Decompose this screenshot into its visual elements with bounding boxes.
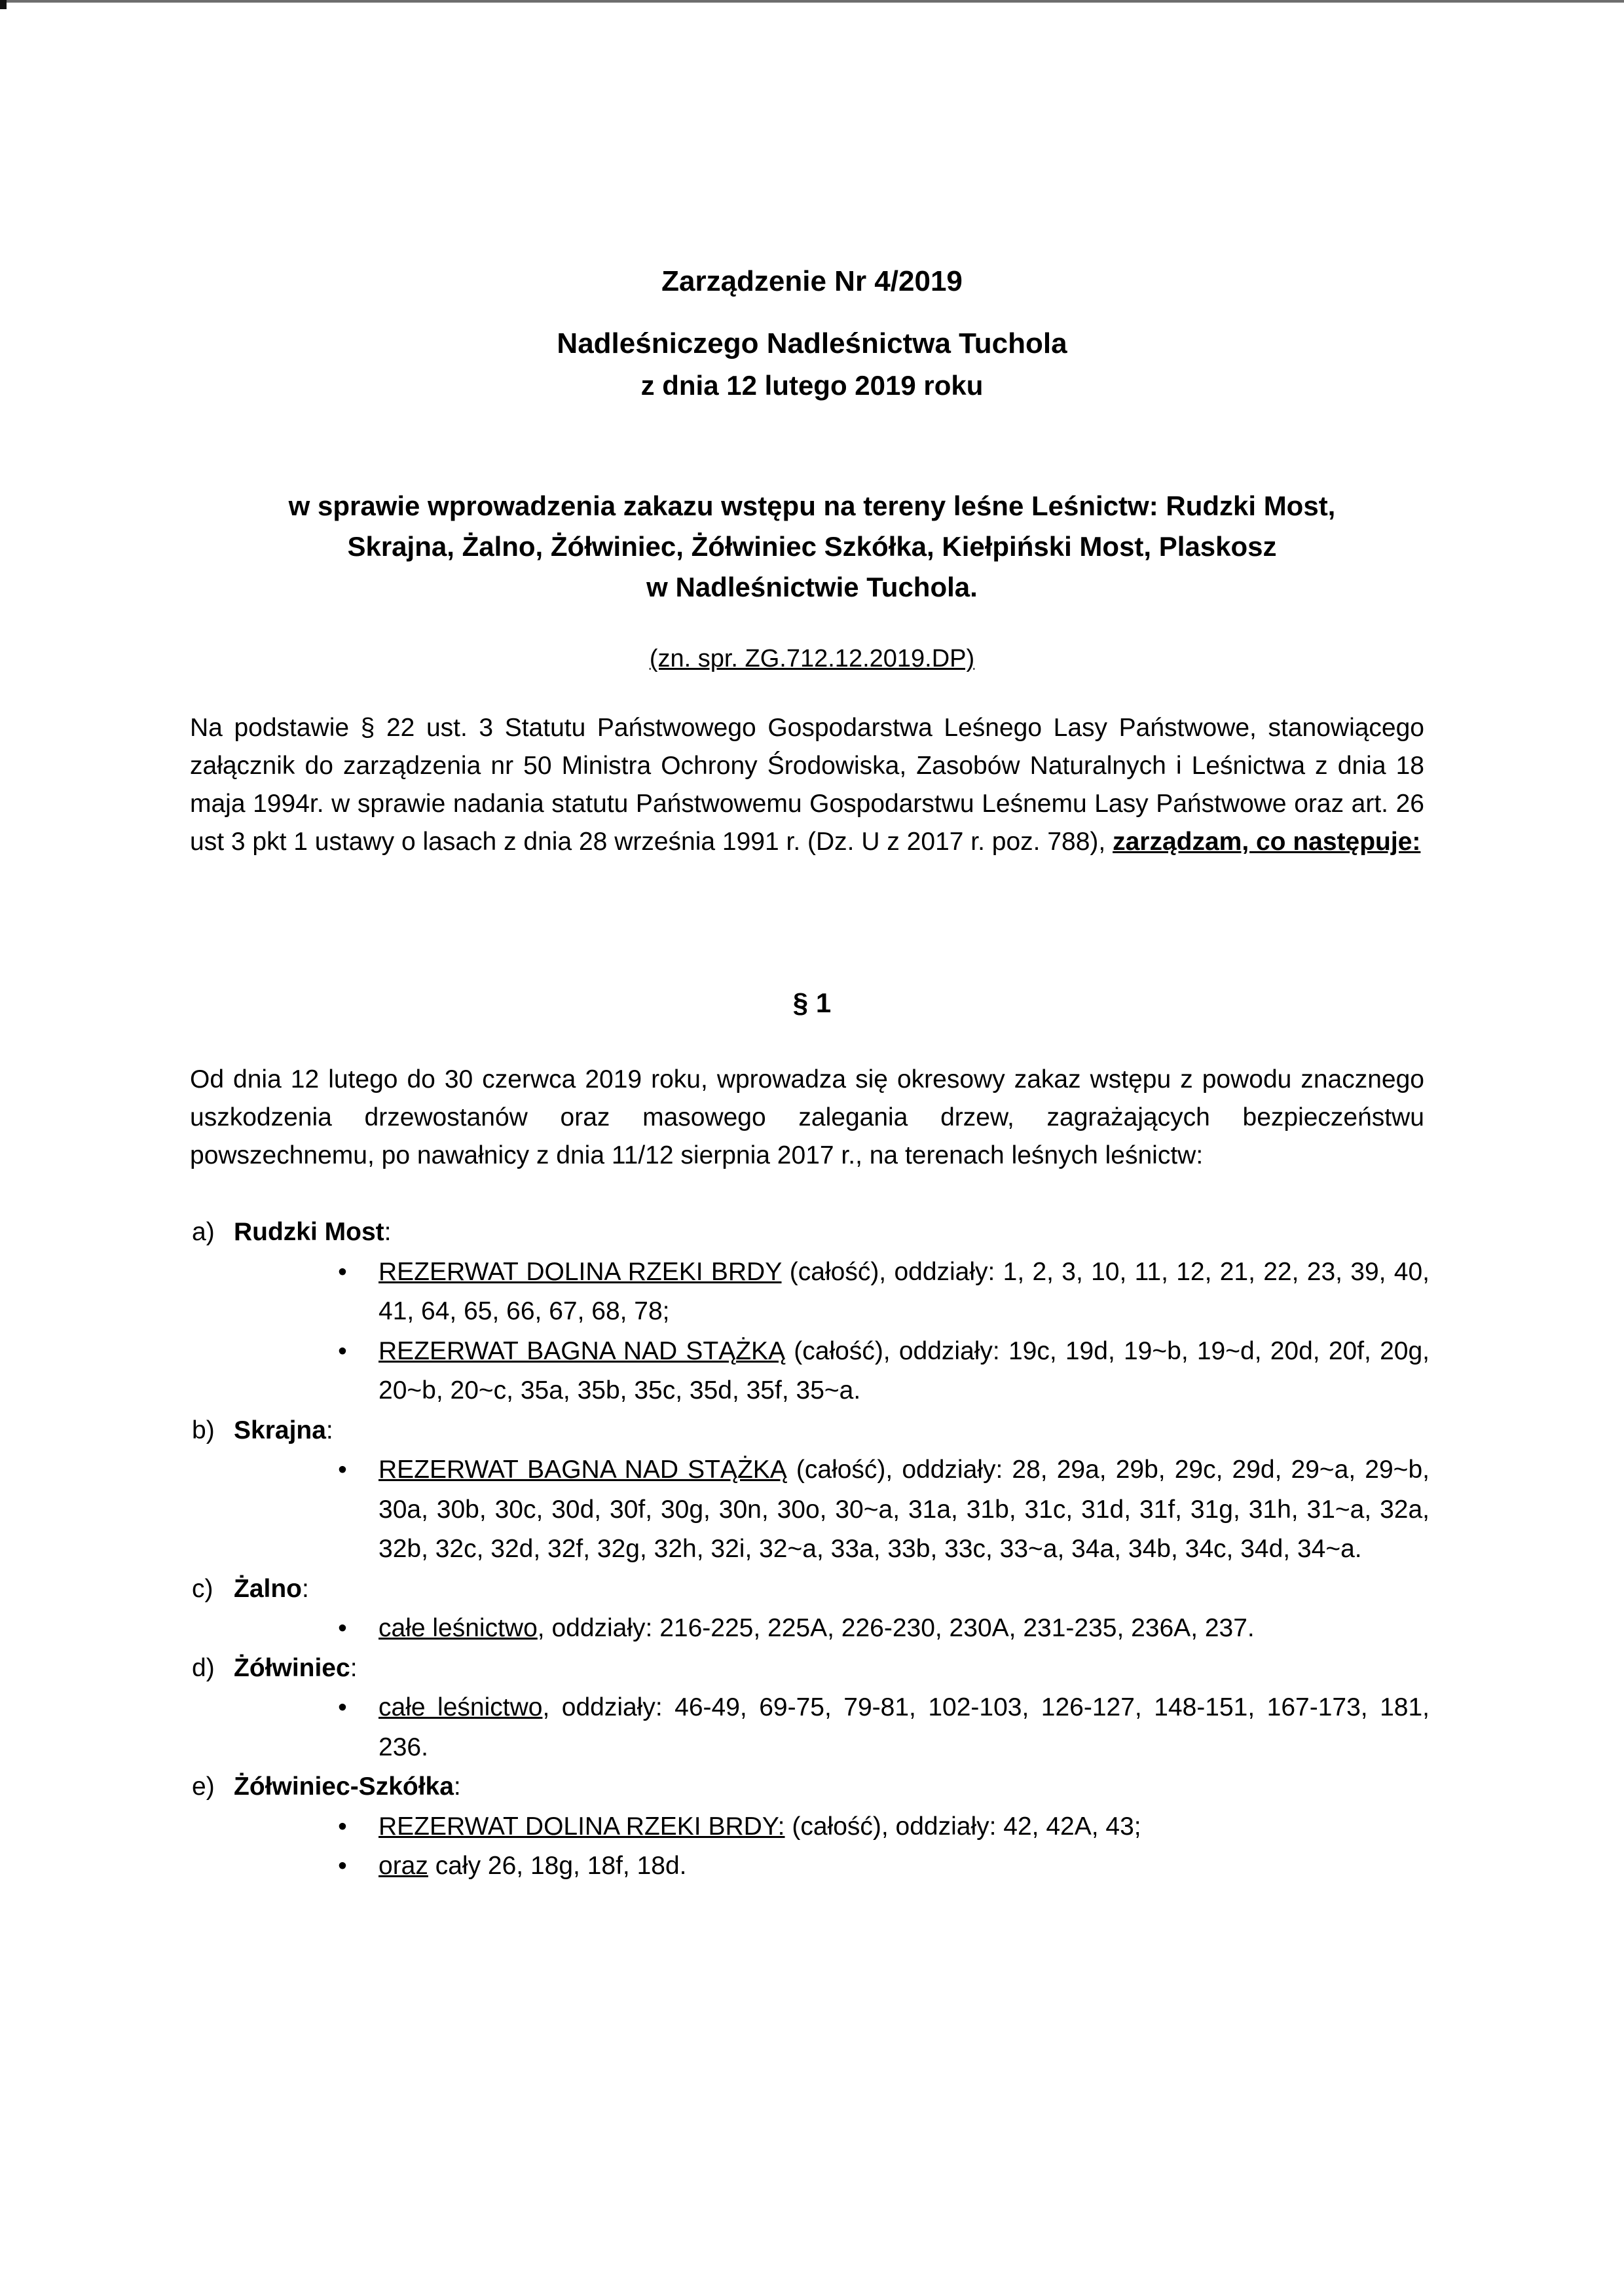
bullet-item xyxy=(338,1609,1430,1649)
date-line: z dnia 12 lutego 2019 roku xyxy=(640,370,984,401)
section-paragraph: Od dnia 12 lutego do 30 czerwca 2019 roku, wprowadza się okresowy zakaz wstępu z powodu znacznego uszkodzenia drzewostanów oraz masowego zalegania drzew, zagrażających bezpieczeństwu powszechnemu, po nawałnicy z dnia 11/12 sierpnia 2017 r., na terenach leśnych leśnictw: xyxy=(190,1065,1424,1169)
area-name: całe leśnictwo xyxy=(378,1614,538,1642)
bullet-list xyxy=(192,1807,1430,1886)
list-item xyxy=(192,1411,1430,1570)
item-suffix: : xyxy=(350,1653,358,1682)
bullet-item xyxy=(338,1807,1430,1847)
document-title: Zarządzenie Nr 4/2019 xyxy=(661,265,963,297)
item-letter: a) xyxy=(192,1218,215,1246)
item-letter: e) xyxy=(192,1772,215,1801)
area-details: , oddziały: 46-49, 69-75, 79-81, 102-103, 126-127, 148-151, 167-173, 181, 236. xyxy=(378,1693,1430,1761)
area-details: (całość), oddziały: 28, 29a, 29b, 29c, 29d, 29~a, 29~b, 30a, 30b, 30c, 30d, 30f, 30g, 30n, 30o, 30~a, 31a, 31b, 31c, 31d, 31f, 31g, 31h, 31~a, 32a, 32b, 32c, 32d, 32f, 32g, 32h, 32i, 32~a, 33a, 33b, 33c, 33~a, 34a, 34b, 34c, 34d, 34~a. xyxy=(378,1456,1430,1563)
forestry-name: Żalno xyxy=(234,1574,302,1603)
section-mark: § 1 xyxy=(792,987,832,1018)
area-name: REZERWAT DOLINA RZEKI BRDY xyxy=(378,1257,782,1286)
subject-line: w Nadleśnictwie Tuchola. xyxy=(646,572,978,602)
area-name: całe leśnictwo xyxy=(378,1693,543,1721)
legal-basis-paragraph xyxy=(190,709,1424,861)
subject-block xyxy=(0,486,1624,608)
area-details: (całość), oddziały: 1, 2, 3, 10, 11, 12, 21, 22, 23, 39, 40, 41, 64, 65, 66, 67, 68, 78; xyxy=(378,1257,1430,1325)
forestry-name: Skrajna xyxy=(234,1416,326,1444)
bullet-icon: • xyxy=(338,1693,347,1721)
bullet-list xyxy=(192,1609,1430,1649)
bullet-item xyxy=(338,1253,1430,1332)
item-letter: c) xyxy=(192,1574,213,1603)
item-letter: d) xyxy=(192,1653,215,1682)
subject-line: Skrajna, Żalno, Żółwiniec, Żółwiniec Szkółka, Kiełpiński Most, Plaskosz xyxy=(347,531,1277,562)
item-suffix: : xyxy=(302,1574,309,1603)
issuer-line: Nadleśniczego Nadleśnictwa Tuchola xyxy=(557,327,1067,359)
bullet-icon: • xyxy=(338,1812,347,1841)
bullet-icon: • xyxy=(338,1456,347,1484)
list-item xyxy=(192,1570,1430,1649)
scan-top-edge xyxy=(0,0,1624,3)
case-reference: (zn. spr. ZG.712.12.2019.DP) xyxy=(649,645,975,672)
bullet-item xyxy=(338,1688,1430,1767)
forestry-name: Rudzki Most xyxy=(234,1218,384,1246)
bullet-icon: • xyxy=(338,1852,347,1880)
area-details: (całość), oddziały: 19c, 19d, 19~b, 19~d, 20d, 20f, 20g, 20~b, 20~c, 35a, 35b, 35c, 35d, 35f, 35~a. xyxy=(378,1336,1430,1405)
list-item xyxy=(192,1213,1430,1411)
bullet-icon: • xyxy=(338,1614,347,1642)
bullet-icon: • xyxy=(338,1336,347,1365)
area-details: cały 26, 18g, 18f, 18d. xyxy=(428,1852,687,1880)
forestry-name: Żółwiniec-Szkółka xyxy=(234,1772,454,1801)
bullet-list xyxy=(192,1450,1430,1570)
item-suffix: : xyxy=(325,1416,333,1444)
bullet-list xyxy=(192,1688,1430,1767)
bullet-item xyxy=(338,1450,1430,1570)
area-details: (całość), oddziały: 42, 42A, 43; xyxy=(784,1812,1141,1841)
area-details: , oddziały: 216-225, 225A, 226-230, 230A, 231-235, 236A, 237. xyxy=(537,1614,1255,1642)
forestry-list xyxy=(192,1213,1430,1886)
item-letter: b) xyxy=(192,1416,215,1444)
item-suffix: : xyxy=(453,1772,461,1801)
list-item xyxy=(192,1649,1430,1768)
list-item xyxy=(192,1767,1430,1886)
scan-corner-mark xyxy=(0,0,7,9)
bullet-item xyxy=(338,1846,1430,1886)
decree-phrase: zarządzam, co następuje: xyxy=(1113,828,1421,856)
area-name: REZERWAT BAGNA NAD STĄŻKĄ xyxy=(378,1336,786,1365)
bullet-item xyxy=(338,1332,1430,1411)
area-name: REZERWAT BAGNA NAD STĄŻKĄ xyxy=(378,1456,787,1484)
bullet-icon: • xyxy=(338,1257,347,1286)
forestry-name: Żółwiniec xyxy=(234,1653,350,1682)
item-suffix: : xyxy=(384,1218,392,1246)
area-name: REZERWAT DOLINA RZEKI BRDY: xyxy=(378,1812,785,1841)
bullet-list xyxy=(192,1253,1430,1411)
subject-line: w sprawie wprowadzenia zakazu wstępu na tereny leśne Leśnictw: Rudzki Most, xyxy=(288,490,1336,521)
area-name: oraz xyxy=(378,1852,428,1880)
legal-basis-text: Na podstawie § 22 ust. 3 Statutu Państwowego Gospodarstwa Leśnego Lasy Państwowe, stanowiącego załącznik do zarządzenia nr 50 Ministra Ochrony Środowiska, Zasobów Naturalnych i Leśnictwa z dnia 18 maja 1994r. w sprawie nadania statutu Państwowemu Gospodarstwu Leśnemu Lasy Państwowe oraz art. 26 ust 3 pkt 1 ustawy o lasach z dnia 28 września 1991 r. (Dz. U z 2017 r. poz. 788), xyxy=(190,714,1424,856)
